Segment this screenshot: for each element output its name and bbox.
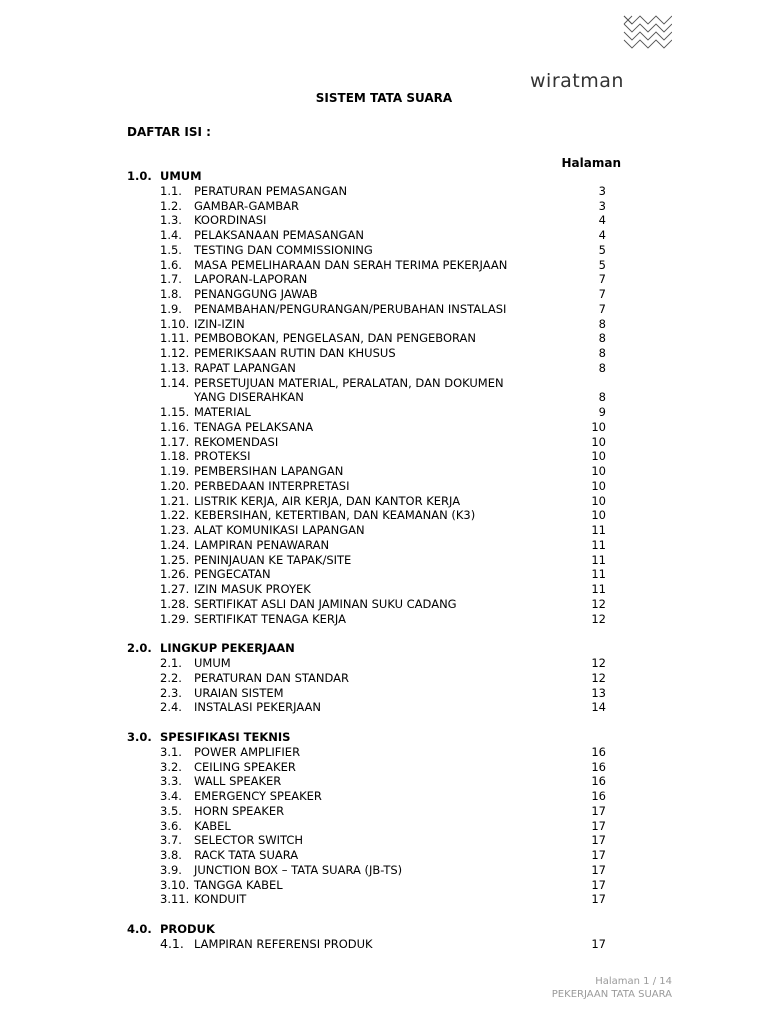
section-number: 4.0. xyxy=(127,922,152,936)
lattice-pattern-icon xyxy=(622,14,672,54)
entry-number: 1.6. xyxy=(160,257,182,272)
toc-entry xyxy=(0,479,768,494)
entry-page: 8 xyxy=(598,316,606,331)
entry-page: 17 xyxy=(591,833,606,848)
toc-entry xyxy=(0,228,768,243)
entry-title: SERTIFIKAT ASLI DAN JAMINAN SUKU CADANG xyxy=(194,596,457,611)
entry-title: PENGECATAN xyxy=(194,567,271,582)
entry-title: TANGGA KABEL xyxy=(194,877,283,892)
entry-page: 8 xyxy=(598,331,606,346)
entry-number: 1.2. xyxy=(160,198,182,213)
toc-entry xyxy=(0,243,768,258)
entry-number: 3.7. xyxy=(160,833,182,848)
entry-page: 12 xyxy=(591,596,606,611)
entry-title: PERBEDAAN INTERPRETASI xyxy=(194,478,350,493)
entry-page: 13 xyxy=(591,685,606,700)
entry-number: 1.9. xyxy=(160,301,182,316)
entry-page: 10 xyxy=(591,434,606,449)
entry-title: URAIAN SISTEM xyxy=(194,685,284,700)
toc-entry xyxy=(0,420,768,435)
toc-entry xyxy=(0,700,768,715)
toc-entry xyxy=(0,848,768,863)
entry-title: TESTING DAN COMMISSIONING xyxy=(194,242,373,257)
toc-entry xyxy=(0,567,768,582)
entry-title: PENINJAUAN KE TAPAK/SITE xyxy=(194,552,352,567)
entry-title: TENAGA PELAKSANA xyxy=(194,419,314,434)
section-number: 2.0. xyxy=(127,641,152,656)
entry-page: 8 xyxy=(598,360,606,375)
entry-number: 3.1. xyxy=(160,744,182,759)
entry-page: 9 xyxy=(598,405,606,419)
entry-title: RACK TATA SUARA xyxy=(194,848,299,862)
toc-entry xyxy=(0,449,768,464)
entry-number: 3.9. xyxy=(160,862,182,877)
toc-entry xyxy=(0,523,768,538)
entry-number: 3.6. xyxy=(160,818,182,833)
entry-number: 1.29. xyxy=(160,611,190,626)
company-logo xyxy=(518,14,678,92)
entry-number: 3.4. xyxy=(160,789,182,803)
toc-section-heading xyxy=(0,641,768,656)
toc-entry xyxy=(0,671,768,686)
entry-number: 3.10. xyxy=(160,877,190,892)
toc-entry xyxy=(0,302,768,317)
toc-entry xyxy=(0,199,768,214)
entry-number: 2.2. xyxy=(160,670,182,685)
entry-page: 12 xyxy=(591,611,606,626)
entry-title: IZIN-IZIN xyxy=(194,316,245,331)
entry-title: JUNCTION BOX – TATA SUARA (JB-TS) xyxy=(194,862,403,877)
toc-entry xyxy=(0,508,768,523)
entry-page: 8 xyxy=(598,390,606,405)
entry-page: 11 xyxy=(591,537,606,552)
toc-entry xyxy=(0,745,768,760)
entry-number: 1.23. xyxy=(160,523,190,537)
entry-page: 17 xyxy=(591,892,606,907)
entry-number: 1.28. xyxy=(160,596,190,611)
entry-page: 5 xyxy=(598,257,606,272)
entry-title: EMERGENCY SPEAKER xyxy=(194,789,322,803)
table-of-contents xyxy=(0,169,768,952)
entry-number: 2.4. xyxy=(160,700,182,715)
entry-number: 1.27. xyxy=(160,582,190,596)
toc-entry xyxy=(0,258,768,273)
entry-page: 4 xyxy=(598,213,606,228)
toc-entry xyxy=(0,361,768,376)
entry-title: KABEL xyxy=(194,818,231,833)
toc-entry xyxy=(0,464,768,479)
entry-title: CEILING SPEAKER xyxy=(194,759,296,774)
entry-title: REKOMENDASI xyxy=(194,434,279,449)
entry-number: 4.1. xyxy=(160,935,184,951)
toc-entry xyxy=(0,213,768,228)
entry-number: 1.14. xyxy=(160,375,190,390)
entry-page: 11 xyxy=(591,582,606,596)
entry-title: KEBERSIHAN, KETERTIBAN, DAN KEAMANAN (K3) xyxy=(194,508,476,523)
entry-title: PENANGGUNG JAWAB xyxy=(194,287,318,301)
entry-page: 16 xyxy=(591,744,606,759)
entry-title: KONDUIT xyxy=(194,892,247,907)
footer-page-number: Halaman 1 / 14 xyxy=(595,976,672,987)
entry-page: 5 xyxy=(598,242,606,257)
toc-entry xyxy=(0,878,768,893)
entry-title: IZIN MASUK PROYEK xyxy=(194,582,311,596)
entry-number: 3.2. xyxy=(160,759,182,774)
entry-title: PEMBERSIHAN LAPANGAN xyxy=(194,464,344,478)
entry-title: GAMBAR-GAMBAR xyxy=(194,198,299,213)
toc-entry xyxy=(0,774,768,789)
entry-page: 10 xyxy=(591,508,606,523)
section-title: SPESIFIKASI TEKNIS xyxy=(160,730,291,744)
section-number: 3.0. xyxy=(127,730,152,744)
entry-title: PERATURAN PEMASANGAN xyxy=(194,183,348,198)
toc-entry xyxy=(0,435,768,450)
entry-page: 11 xyxy=(591,552,606,567)
entry-title: KOORDINASI xyxy=(194,213,267,228)
entry-number: 1.3. xyxy=(160,213,182,228)
entry-number: 1.17. xyxy=(160,434,190,449)
entry-page: 17 xyxy=(591,848,606,862)
toc-entry xyxy=(0,892,768,907)
entry-number: 1.10. xyxy=(160,316,190,331)
entry-page: 16 xyxy=(591,759,606,774)
entry-page: 7 xyxy=(598,301,606,316)
toc-entry xyxy=(0,272,768,287)
entry-number: 1.24. xyxy=(160,537,190,552)
document-title: SISTEM TATA SUARA xyxy=(315,91,453,105)
entry-page: 7 xyxy=(598,272,606,287)
page-footer xyxy=(552,975,672,1001)
toc-section-heading xyxy=(0,169,768,184)
toc-entry xyxy=(0,553,768,568)
toc-entry xyxy=(0,804,768,819)
entry-title: PERATURAN DAN STANDAR xyxy=(194,670,349,685)
entry-title: PEMERIKSAAN RUTIN DAN KHUSUS xyxy=(194,346,396,360)
toc-entry-continued xyxy=(0,390,768,405)
entry-page: 12 xyxy=(591,656,606,670)
section-number: 1.0. xyxy=(127,169,152,183)
entry-page: 3 xyxy=(598,198,606,213)
entry-title: LAMPIRAN PENAWARAN xyxy=(194,537,330,552)
entry-page: 16 xyxy=(591,789,606,803)
entry-page: 17 xyxy=(591,936,606,951)
entry-title: UMUM xyxy=(194,656,231,670)
entry-title: ALAT KOMUNIKASI LAPANGAN xyxy=(194,523,365,537)
entry-number: 1.4. xyxy=(160,228,182,242)
toc-entry xyxy=(0,597,768,612)
entry-title: PROTEKSI xyxy=(194,449,251,464)
entry-page: 14 xyxy=(591,700,606,715)
entry-number: 3.3. xyxy=(160,774,182,789)
toc-entry xyxy=(0,612,768,627)
entry-page: 16 xyxy=(591,774,606,789)
toc-entry xyxy=(0,376,768,391)
entry-title: MATERIAL xyxy=(194,405,251,419)
entry-number: 1.15. xyxy=(160,405,190,419)
toc-entry xyxy=(0,287,768,302)
entry-number: 1.13. xyxy=(160,360,190,375)
entry-title: LAPORAN-LAPORAN xyxy=(194,272,308,287)
toc-section-heading xyxy=(0,922,768,937)
entry-number: 1.12. xyxy=(160,346,190,360)
entry-title: POWER AMPLIFIER xyxy=(194,744,301,759)
entry-number: 1.22. xyxy=(160,508,190,523)
toc-entry xyxy=(0,937,768,952)
entry-title: SERTIFIKAT TENAGA KERJA xyxy=(194,611,346,626)
entry-page: 8 xyxy=(598,346,606,360)
toc-entry xyxy=(0,819,768,834)
entry-number: 1.18. xyxy=(160,449,190,464)
toc-section-heading xyxy=(0,730,768,745)
entry-number: 1.5. xyxy=(160,242,182,257)
entry-page: 10 xyxy=(591,419,606,434)
entry-number: 1.11. xyxy=(160,331,190,346)
entry-title: LAMPIRAN REFERENSI PRODUK xyxy=(194,936,373,951)
entry-title: PELAKSANAAN PEMASANGAN xyxy=(194,228,364,242)
entry-number: 1.7. xyxy=(160,272,182,287)
entry-number: 2.3. xyxy=(160,685,182,700)
entry-number: 1.1. xyxy=(160,183,182,198)
logo-wordmark: wiratman xyxy=(530,70,624,92)
entry-page: 7 xyxy=(598,287,606,301)
entry-number: 3.11. xyxy=(160,892,190,907)
toc-entry xyxy=(0,833,768,848)
toc-entry xyxy=(0,331,768,346)
toc-entry xyxy=(0,863,768,878)
entry-page: 10 xyxy=(591,493,606,508)
page-column-header: Halaman xyxy=(561,156,621,170)
section-title: UMUM xyxy=(160,169,202,183)
entry-title: PEMBOBOKAN, PENGELASAN, DAN PENGEBORAN xyxy=(194,331,477,346)
entry-number: 2.1. xyxy=(160,656,182,670)
entry-number: 1.8. xyxy=(160,287,182,301)
entry-number: 3.8. xyxy=(160,848,182,862)
toc-entry xyxy=(0,686,768,701)
entry-title: MASA PEMELIHARAAN DAN SERAH TERIMA PEKERJAAN xyxy=(194,257,508,272)
section-title: LINGKUP PEKERJAAN xyxy=(160,641,295,656)
entry-page: 17 xyxy=(591,818,606,833)
entry-page: 12 xyxy=(591,670,606,685)
entry-page: 10 xyxy=(591,449,606,464)
entry-page: 17 xyxy=(591,877,606,892)
entry-page: 17 xyxy=(591,803,606,818)
toc-entry xyxy=(0,317,768,332)
entry-page: 4 xyxy=(598,228,606,242)
entry-title: LISTRIK KERJA, AIR KERJA, DAN KANTOR KERJA xyxy=(194,493,461,508)
entry-title: HORN SPEAKER xyxy=(194,803,285,818)
entry-number: 3.5. xyxy=(160,803,182,818)
toc-entry xyxy=(0,760,768,775)
entry-number: 1.20. xyxy=(160,478,190,493)
entry-page: 11 xyxy=(591,523,606,537)
entry-page: 3 xyxy=(598,183,606,198)
toc-entry xyxy=(0,184,768,199)
entry-number: 1.19. xyxy=(160,464,190,478)
entry-title: SELECTOR SWITCH xyxy=(194,833,304,848)
entry-page: 10 xyxy=(591,478,606,493)
entry-title: PERSETUJUAN MATERIAL, PERALATAN, DAN DOKUMEN xyxy=(194,375,504,390)
section-title: PRODUK xyxy=(160,922,215,936)
entry-title: INSTALASI PEKERJAAN xyxy=(194,700,322,715)
entry-title: RAPAT LAPANGAN xyxy=(194,360,296,375)
toc-label: DAFTAR ISI : xyxy=(127,125,211,139)
toc-entry xyxy=(0,538,768,553)
toc-entry xyxy=(0,494,768,509)
entry-number: 1.16. xyxy=(160,419,190,434)
entry-title: WALL SPEAKER xyxy=(194,774,282,789)
entry-number: 1.25. xyxy=(160,552,190,567)
entry-number: 1.21. xyxy=(160,493,190,508)
toc-entry xyxy=(0,346,768,361)
entry-number: 1.26. xyxy=(160,567,190,582)
entry-page: 11 xyxy=(591,567,606,582)
entry-page: 17 xyxy=(591,862,606,877)
entry-page: 10 xyxy=(591,464,606,478)
toc-entry xyxy=(0,405,768,420)
entry-title: PENAMBAHAN/PENGURANGAN/PERUBAHAN INSTALASI xyxy=(194,301,507,316)
toc-entry xyxy=(0,789,768,804)
toc-entry xyxy=(0,656,768,671)
toc-entry xyxy=(0,582,768,597)
entry-title-continued: YANG DISERAHKAN xyxy=(194,390,304,405)
footer-document-name: PEKERJAAN TATA SUARA xyxy=(551,989,672,1000)
